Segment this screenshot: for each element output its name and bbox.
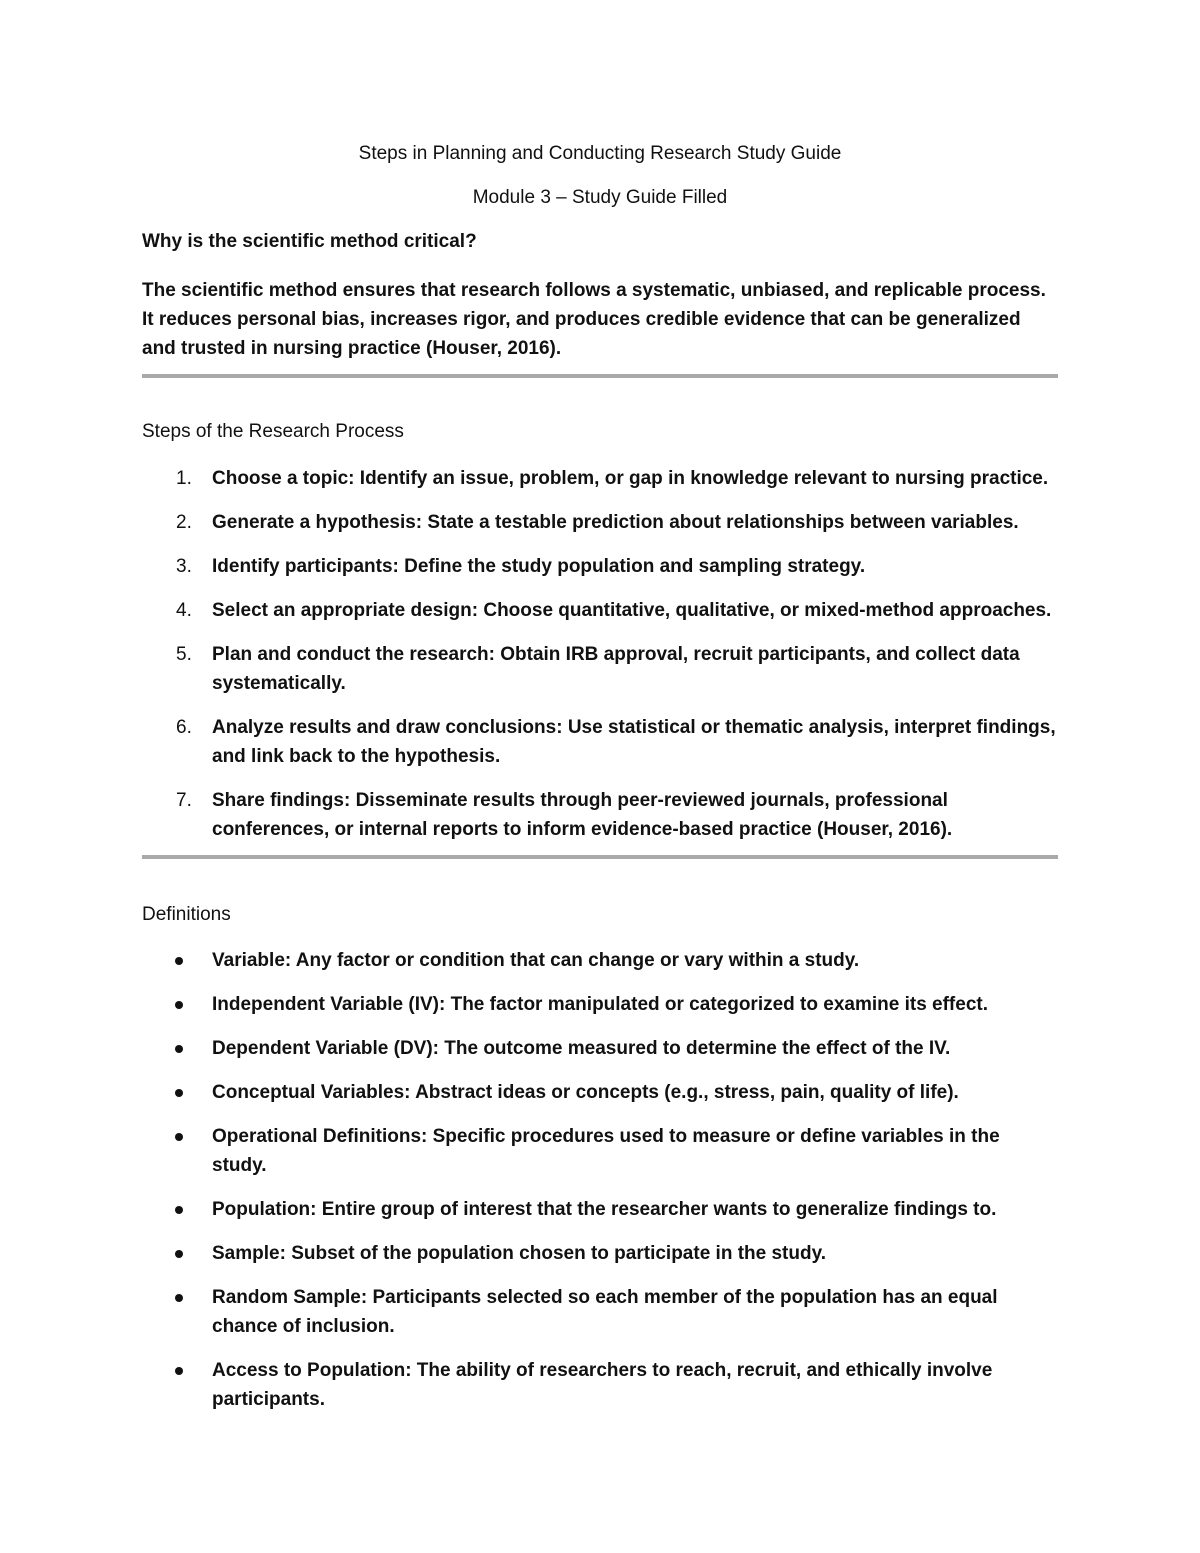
research-step [142, 640, 1058, 698]
section-divider [142, 855, 1058, 859]
definition-text: Random Sample: Participants selected so each member of the population has an equal chance of inclusion. [212, 1287, 998, 1337]
step-number: 5. [176, 644, 192, 665]
bullet-icon [175, 957, 183, 965]
step-text: Identify participants: Define the study population and sampling strategy. [212, 556, 866, 577]
definition-text: Dependent Variable (DV): The outcome measured to determine the effect of the IV. [212, 1038, 951, 1059]
research-step [142, 464, 1058, 493]
definition-item [142, 1195, 1058, 1224]
research-step [142, 508, 1058, 537]
definition-text: Population: Entire group of interest that the researcher wants to generalize findings to. [212, 1199, 997, 1220]
section-divider [142, 374, 1058, 378]
step-text: Analyze results and draw conclusions: Use statistical or thematic analysis, interpret findings, and link back to the hypothesis. [212, 717, 1056, 767]
scientific-method-answer: The scientific method ensures that research follows a systematic, unbiased, and replicable process. It reduces personal bias, increases rigor, and produces credible evidence that can be generalized and trusted in nursing practice (Houser, 2016). [142, 280, 1046, 359]
bullet-icon [175, 1089, 183, 1097]
definition-text: Operational Definitions: Specific procedures used to measure or define variables in the study. [212, 1126, 1000, 1176]
steps-heading: Steps of the Research Process [142, 421, 404, 442]
definition-item [142, 1078, 1058, 1107]
research-step [142, 786, 1058, 844]
bullet-icon [175, 1294, 183, 1302]
research-step [142, 552, 1058, 581]
bullet-icon [175, 1367, 183, 1375]
bullet-icon [175, 1133, 183, 1141]
definition-text: Independent Variable (IV): The factor manipulated or categorized to examine its effect. [212, 994, 988, 1015]
definition-item [142, 1239, 1058, 1268]
research-step [142, 713, 1058, 771]
step-number: 4. [176, 600, 192, 621]
step-text: Select an appropriate design: Choose quantitative, qualitative, or mixed-method approaches. [212, 600, 1052, 621]
step-text: Generate a hypothesis: State a testable prediction about relationships between variables. [212, 512, 1019, 533]
definition-text: Conceptual Variables: Abstract ideas or concepts (e.g., stress, pain, quality of life). [212, 1082, 959, 1103]
step-text: Choose a topic: Identify an issue, problem, or gap in knowledge relevant to nursing practice. [212, 468, 1049, 489]
step-number: 1. [176, 468, 192, 489]
document-subtitle: Module 3 – Study Guide Filled [472, 187, 728, 208]
definition-item [142, 1356, 1058, 1414]
research-steps-list [142, 464, 1058, 859]
definition-item [142, 946, 1058, 975]
bullet-icon [175, 1001, 183, 1009]
step-text: Plan and conduct the research: Obtain IRB approval, recruit participants, and collect data systematically. [212, 644, 1020, 694]
definition-item [142, 1122, 1058, 1180]
research-step [142, 596, 1058, 625]
bullet-icon [175, 1045, 183, 1053]
step-number: 3. [176, 556, 192, 577]
bullet-icon [175, 1250, 183, 1258]
bullet-icon [175, 1206, 183, 1214]
scientific-method-question: Why is the scientific method critical? [142, 231, 477, 252]
definitions-heading: Definitions [142, 904, 231, 925]
definition-text: Sample: Subset of the population chosen to participate in the study. [212, 1243, 827, 1264]
step-number: 6. [176, 717, 192, 738]
definition-item [142, 990, 1058, 1019]
definition-item [142, 1283, 1058, 1341]
step-number: 2. [176, 512, 192, 533]
definition-text: Variable: Any factor or condition that can change or vary within a study. [212, 950, 860, 971]
definition-item [142, 1034, 1058, 1063]
document-title: Steps in Planning and Conducting Research Study Guide [358, 143, 842, 164]
step-text: Share findings: Disseminate results through peer-reviewed journals, professional conferences, or internal reports to inform evidence-based practice (Houser, 2016). [212, 790, 953, 840]
step-number: 7. [176, 790, 192, 811]
definitions-list [142, 946, 1058, 1429]
definition-text: Access to Population: The ability of researchers to reach, recruit, and ethically involve participants. [212, 1360, 993, 1410]
